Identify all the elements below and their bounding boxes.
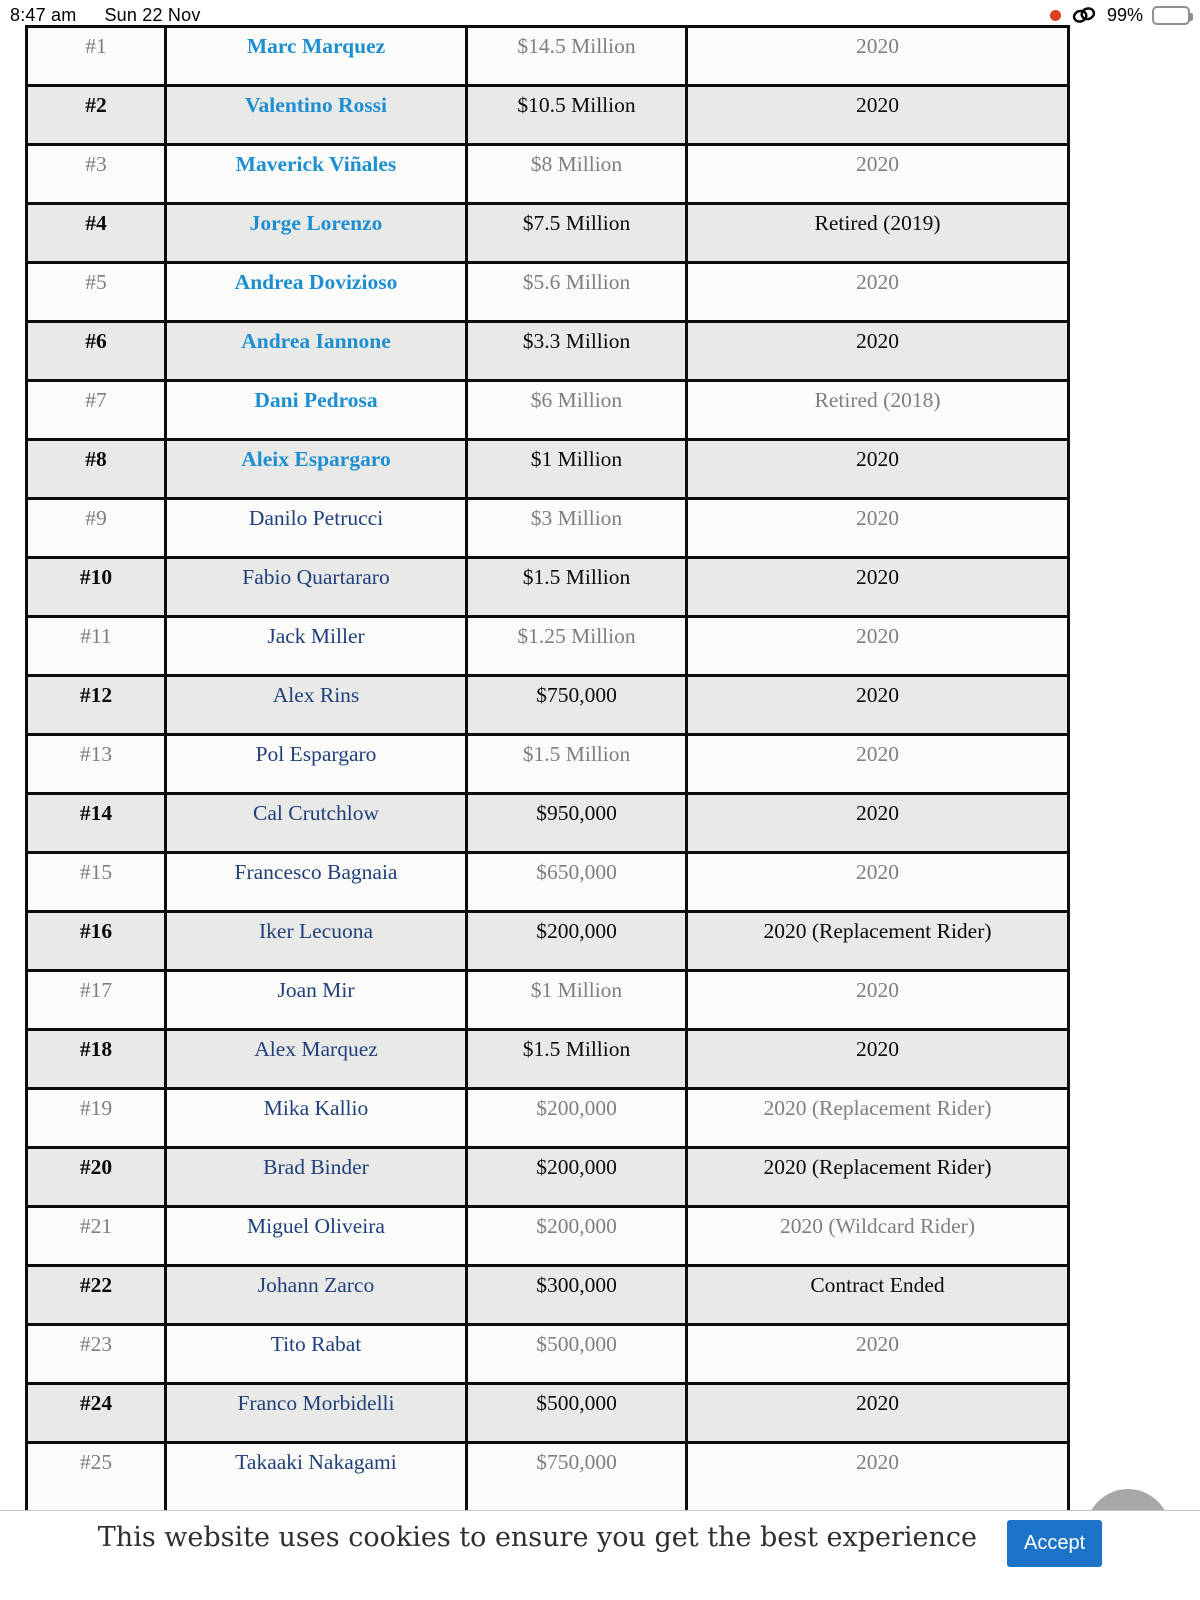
salary-cell: $200,000 bbox=[467, 1089, 687, 1148]
table-row bbox=[27, 86, 1069, 145]
rider-name-cell bbox=[166, 1148, 467, 1207]
status-cell: 2020 bbox=[687, 971, 1069, 1030]
salary-cell: $1.25 Million bbox=[467, 617, 687, 676]
hotspot-link-icon bbox=[1070, 4, 1098, 26]
table-row bbox=[27, 1325, 1069, 1384]
salary-cell: $750,000 bbox=[467, 1443, 687, 1511]
date-label: Sun 22 Nov bbox=[104, 4, 201, 25]
rider-name-link[interactable]: Jack Miller bbox=[267, 624, 365, 648]
rider-salary-table bbox=[25, 25, 1070, 1510]
rider-name-link[interactable]: Cal Crutchlow bbox=[253, 801, 379, 825]
rider-name-cell bbox=[166, 145, 467, 204]
salary-cell: $650,000 bbox=[467, 853, 687, 912]
rider-name-cell bbox=[166, 1443, 467, 1511]
rider-name-cell bbox=[166, 1030, 467, 1089]
rider-name-link[interactable]: Iker Lecuona bbox=[259, 919, 373, 943]
table-row bbox=[27, 27, 1069, 86]
table-row bbox=[27, 1148, 1069, 1207]
rank-cell: #21 bbox=[27, 1207, 166, 1266]
rider-name-link[interactable]: Brad Binder bbox=[263, 1155, 369, 1179]
status-cell: 2020 bbox=[687, 322, 1069, 381]
table-row bbox=[27, 381, 1069, 440]
rider-name-link[interactable]: Joan Mir bbox=[277, 978, 355, 1002]
rank-cell: #4 bbox=[27, 204, 166, 263]
rider-name-link[interactable]: Mika Kallio bbox=[263, 1096, 369, 1120]
rider-name-link[interactable]: Pol Espargaro bbox=[255, 742, 377, 766]
table-row bbox=[27, 853, 1069, 912]
rider-name-cell bbox=[166, 617, 467, 676]
salary-cell: $1 Million bbox=[467, 440, 687, 499]
table-row bbox=[27, 322, 1069, 381]
table-row bbox=[27, 971, 1069, 1030]
rider-name-link[interactable]: Fabio Quartararo bbox=[242, 565, 390, 589]
table-row bbox=[27, 735, 1069, 794]
rank-cell: #3 bbox=[27, 145, 166, 204]
table-row bbox=[27, 263, 1069, 322]
status-cell: 2020 bbox=[687, 794, 1069, 853]
rider-name-cell bbox=[166, 1384, 467, 1443]
rider-name-link[interactable]: Francesco Bagnaia bbox=[234, 860, 398, 884]
rider-name-cell bbox=[166, 1266, 467, 1325]
status-cell: 2020 bbox=[687, 86, 1069, 145]
status-cell: 2020 (Replacement Rider) bbox=[687, 1089, 1069, 1148]
rider-name-cell bbox=[166, 381, 467, 440]
status-cell: 2020 bbox=[687, 676, 1069, 735]
rider-name-cell bbox=[166, 86, 467, 145]
table-row bbox=[27, 912, 1069, 971]
table-row bbox=[27, 1266, 1069, 1325]
rank-cell: #24 bbox=[27, 1384, 166, 1443]
rank-cell: #23 bbox=[27, 1325, 166, 1384]
status-cell: 2020 bbox=[687, 1030, 1069, 1089]
table-row bbox=[27, 499, 1069, 558]
rider-name-cell bbox=[166, 27, 467, 86]
rider-name-cell bbox=[166, 263, 467, 322]
rank-cell: #25 bbox=[27, 1443, 166, 1511]
rank-cell: #12 bbox=[27, 676, 166, 735]
rider-name-cell bbox=[166, 499, 467, 558]
rider-name-cell bbox=[166, 676, 467, 735]
status-cell: 2020 (Wildcard Rider) bbox=[687, 1207, 1069, 1266]
salary-cell: $200,000 bbox=[467, 1207, 687, 1266]
salary-cell: $500,000 bbox=[467, 1384, 687, 1443]
rank-cell: #22 bbox=[27, 1266, 166, 1325]
table-row bbox=[27, 558, 1069, 617]
rider-name-cell bbox=[166, 735, 467, 794]
battery-percent-label: 99% bbox=[1106, 4, 1143, 25]
rider-name-cell bbox=[166, 204, 467, 263]
rank-cell: #8 bbox=[27, 440, 166, 499]
table-row bbox=[27, 1207, 1069, 1266]
rider-name-link[interactable]: Franco Morbidelli bbox=[237, 1391, 395, 1415]
status-cell: Retired (2018) bbox=[687, 381, 1069, 440]
status-cell: 2020 (Replacement Rider) bbox=[687, 912, 1069, 971]
table-row bbox=[27, 204, 1069, 263]
table-row bbox=[27, 1089, 1069, 1148]
table-row bbox=[27, 794, 1069, 853]
table-row bbox=[27, 617, 1069, 676]
rider-name-link[interactable]: Tito Rabat bbox=[270, 1332, 362, 1356]
rider-name-link[interactable]: Alex Rins bbox=[272, 683, 360, 707]
rider-name-link[interactable]: Johann Zarco bbox=[257, 1273, 375, 1297]
rank-cell: #5 bbox=[27, 263, 166, 322]
status-cell: 2020 bbox=[687, 27, 1069, 86]
salary-cell: $10.5 Million bbox=[467, 86, 687, 145]
clock-label: 8:47 am bbox=[10, 4, 77, 25]
status-cell: 2020 bbox=[687, 617, 1069, 676]
status-cell: 2020 bbox=[687, 263, 1069, 322]
status-cell: 2020 bbox=[687, 853, 1069, 912]
rider-name-link[interactable]: Jorge Lorenzo bbox=[249, 211, 383, 235]
rank-cell: #17 bbox=[27, 971, 166, 1030]
status-cell: 2020 bbox=[687, 499, 1069, 558]
salary-cell: $3.3 Million bbox=[467, 322, 687, 381]
rank-cell: #14 bbox=[27, 794, 166, 853]
rank-cell: #18 bbox=[27, 1030, 166, 1089]
table-row bbox=[27, 1384, 1069, 1443]
rider-name-cell bbox=[166, 322, 467, 381]
accept-button[interactable]: Accept bbox=[1007, 1520, 1102, 1567]
rank-cell: #11 bbox=[27, 617, 166, 676]
rider-name-cell bbox=[166, 440, 467, 499]
salary-cell: $1.5 Million bbox=[467, 1030, 687, 1089]
rider-name-link[interactable]: Andrea Dovizioso bbox=[234, 270, 398, 294]
rider-name-link[interactable]: Miguel Oliveira bbox=[247, 1214, 385, 1238]
salary-cell: $7.5 Million bbox=[467, 204, 687, 263]
salary-cell: $5.6 Million bbox=[467, 263, 687, 322]
status-cell: 2020 bbox=[687, 1443, 1069, 1511]
rider-name-link[interactable]: Maverick Viñales bbox=[235, 152, 397, 176]
rank-cell: #15 bbox=[27, 853, 166, 912]
rider-name-cell bbox=[166, 1207, 467, 1266]
status-cell: 2020 bbox=[687, 735, 1069, 794]
rider-name-link[interactable]: Alex Marquez bbox=[254, 1037, 378, 1061]
rank-cell: #16 bbox=[27, 912, 166, 971]
salary-cell: $14.5 Million bbox=[467, 27, 687, 86]
status-cell: 2020 bbox=[687, 1384, 1069, 1443]
status-cell: 2020 bbox=[687, 1325, 1069, 1384]
status-cell: 2020 bbox=[687, 558, 1069, 617]
battery-icon bbox=[1152, 6, 1190, 25]
salary-cell: $8 Million bbox=[467, 145, 687, 204]
salary-cell: $300,000 bbox=[467, 1266, 687, 1325]
rider-name-link[interactable]: Marc Marquez bbox=[246, 34, 386, 58]
rider-name-link[interactable]: Dani Pedrosa bbox=[254, 388, 378, 412]
rider-name-cell bbox=[166, 1325, 467, 1384]
salary-cell: $500,000 bbox=[467, 1325, 687, 1384]
salary-cell: $3 Million bbox=[467, 499, 687, 558]
recording-dot-icon bbox=[1050, 10, 1061, 21]
rider-name-cell bbox=[166, 971, 467, 1030]
rank-cell: #7 bbox=[27, 381, 166, 440]
rank-cell: #19 bbox=[27, 1089, 166, 1148]
rider-name-link[interactable]: Aleix Espargaro bbox=[241, 447, 391, 471]
rider-name-cell bbox=[166, 1089, 467, 1148]
cookie-message: This website uses cookies to ensure you get the best experience bbox=[97, 1522, 978, 1553]
table-row bbox=[27, 145, 1069, 204]
table-row bbox=[27, 440, 1069, 499]
rider-name-link[interactable]: Andrea Iannone bbox=[241, 329, 391, 353]
rank-cell: #13 bbox=[27, 735, 166, 794]
cookie-consent-bar bbox=[0, 1510, 1200, 1600]
rank-cell: #2 bbox=[27, 86, 166, 145]
rank-cell: #20 bbox=[27, 1148, 166, 1207]
table-row bbox=[27, 676, 1069, 735]
rank-cell: #10 bbox=[27, 558, 166, 617]
rider-name-link[interactable]: Valentino Rossi bbox=[245, 93, 387, 117]
status-cell: 2020 bbox=[687, 145, 1069, 204]
rider-name-link[interactable]: Takaaki Nakagami bbox=[235, 1450, 397, 1474]
rider-name-link[interactable]: Danilo Petrucci bbox=[248, 506, 384, 530]
salary-cell: $1.5 Million bbox=[467, 558, 687, 617]
rank-cell: #1 bbox=[27, 27, 166, 86]
salary-cell: $1.5 Million bbox=[467, 735, 687, 794]
status-cell: 2020 (Replacement Rider) bbox=[687, 1148, 1069, 1207]
status-cell: 2020 bbox=[687, 440, 1069, 499]
rider-name-cell bbox=[166, 853, 467, 912]
salary-cell: $750,000 bbox=[467, 676, 687, 735]
rider-salary-table-container bbox=[25, 25, 1071, 1510]
rank-cell: #6 bbox=[27, 322, 166, 381]
salary-cell: $200,000 bbox=[467, 1148, 687, 1207]
rider-name-cell bbox=[166, 558, 467, 617]
salary-cell: $200,000 bbox=[467, 912, 687, 971]
status-cell: Retired (2019) bbox=[687, 204, 1069, 263]
rider-name-cell bbox=[166, 794, 467, 853]
table-row bbox=[27, 1030, 1069, 1089]
status-cell: Contract Ended bbox=[687, 1266, 1069, 1325]
salary-cell: $950,000 bbox=[467, 794, 687, 853]
rank-cell: #9 bbox=[27, 499, 166, 558]
rider-name-cell bbox=[166, 912, 467, 971]
table-row bbox=[27, 1443, 1069, 1511]
salary-cell: $1 Million bbox=[467, 971, 687, 1030]
salary-cell: $6 Million bbox=[467, 381, 687, 440]
